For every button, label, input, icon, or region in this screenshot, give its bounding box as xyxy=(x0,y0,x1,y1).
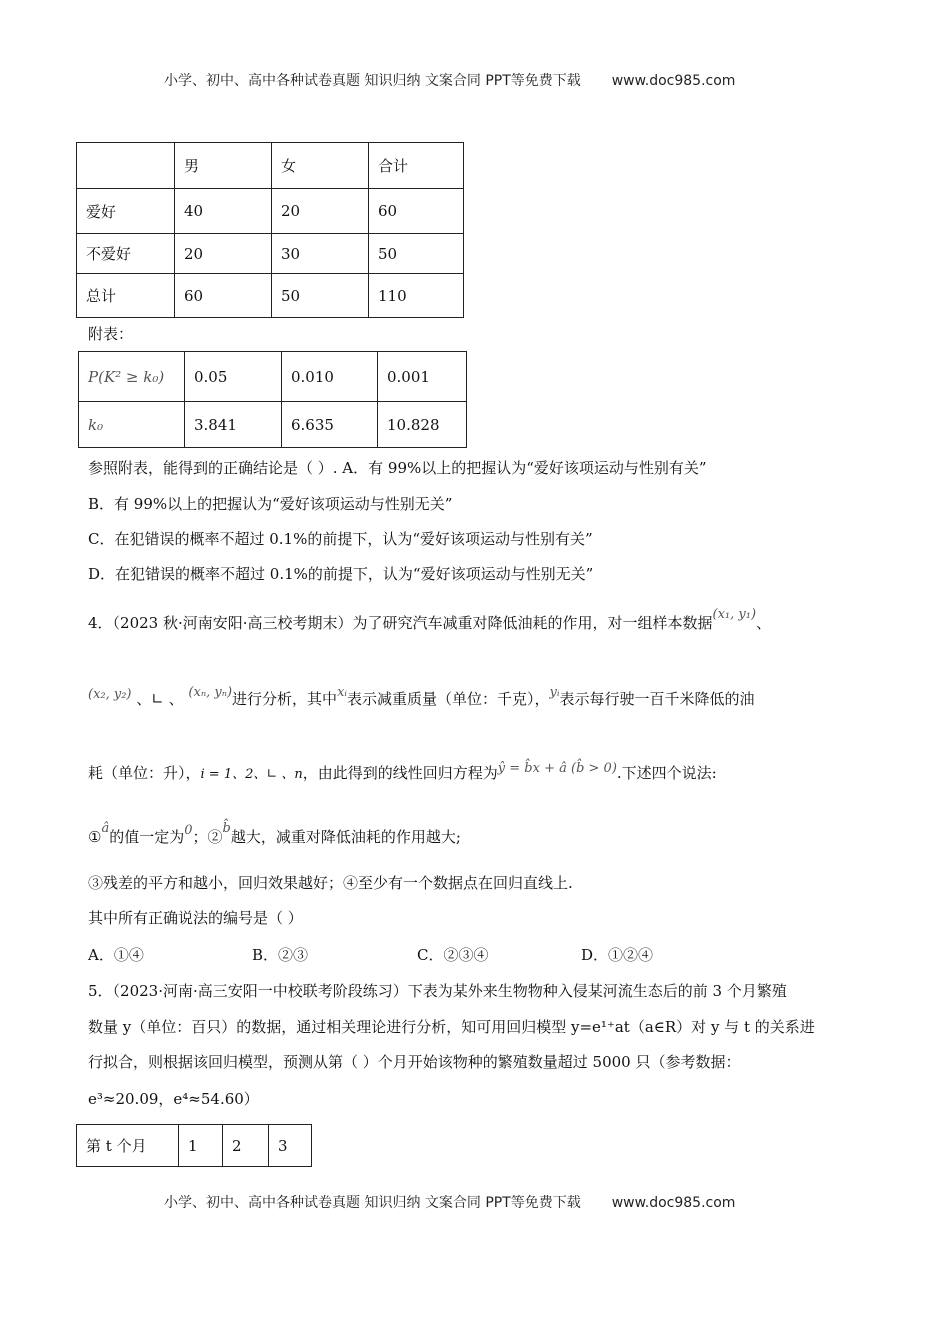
table-cell: 不爱好 xyxy=(77,234,175,274)
q4-math-i: i = 1、2、∟ 、n xyxy=(200,767,303,782)
table-cell: 0.05 xyxy=(185,352,282,402)
table-cell: 10.828 xyxy=(378,402,467,448)
appendix-label: 附表： xyxy=(88,325,134,343)
table-cell: 2 xyxy=(223,1125,269,1167)
table-cell: 第 t 个月 xyxy=(77,1125,179,1167)
q4-text: .下述四个说法: xyxy=(616,764,717,782)
q4-line1-tail: 、 xyxy=(756,614,772,632)
table-row xyxy=(77,1125,312,1167)
k0-label: k₀ xyxy=(79,402,185,448)
q5-line1: 5．（2023·河南·高三安阳一中校联考阶段练习）下表为某外来生物物种入侵某河流生态后的前 3 个月繁殖 xyxy=(88,982,787,1000)
q4-text: ；② xyxy=(192,828,223,846)
table-cell: 20 xyxy=(175,234,272,274)
table-row xyxy=(77,234,464,274)
q4-text: 进行分析，其中 xyxy=(232,690,338,708)
q3-option-c: C．在犯错误的概率不超过 0.1%的前提下，认为“爱好该项运动与性别有关” xyxy=(88,530,593,548)
q5-line3: 行拟合，则根据该回归模型，预测从第（ ）个月开始该物种的繁殖数量超过 5000 只（参考数据： xyxy=(88,1053,741,1071)
q4-text: 的值一定为 xyxy=(109,828,185,846)
q3-stem: 参照附表，能得到的正确结论是（ ）. A．有 99%以上的把握认为“爱好该项运动与性别有关” xyxy=(88,459,707,477)
q4-line3 xyxy=(88,762,717,783)
q4-statement-2: ③残差的平方和越小，回归效果越好；④至少有一个数据点在回归直线上. xyxy=(88,874,573,892)
table-cell: 110 xyxy=(369,274,464,318)
table-header-cell: 合计 xyxy=(369,143,464,189)
contingency-table xyxy=(76,142,464,318)
table-cell: 40 xyxy=(175,189,272,234)
table-cell: 爱好 xyxy=(77,189,175,234)
q4-option-b: B．②③ xyxy=(252,946,309,964)
table-cell: 50 xyxy=(272,274,369,318)
q4-text: 表示减重质量（单位：千克）， xyxy=(347,690,550,708)
table-cell: 总计 xyxy=(77,274,175,318)
q4-text: ，由此得到的线性回归方程为 xyxy=(302,764,498,782)
q4-text: 表示每行驶一百千米降低的油 xyxy=(559,690,755,708)
footer-url: www.doc985.com xyxy=(611,1195,736,1211)
table-cell: 20 xyxy=(272,189,369,234)
page-footer xyxy=(164,1192,735,1212)
q4-option-c: C．②③④ xyxy=(417,946,489,964)
q4-math-regression-eq: ŷ = b̂x + â (b̂ > 0) xyxy=(497,761,617,776)
q4-line1-text: 4．（2023 秋·河南安阳·高三校考期末）为了研究汽车减重对降低油耗的作用，对一组样本数据 xyxy=(88,614,713,632)
q3-option-b: B．有 99%以上的把握认为“爱好该项运动与性别无关” xyxy=(88,495,453,513)
statement-number: ① xyxy=(88,828,102,846)
q4-line1 xyxy=(88,607,772,633)
header-title: 小学、初中、高中各种试卷真题 知识归纳 文案合同 PPT等免费下载 xyxy=(164,73,581,89)
q5-line4: e³≈20.09，e⁴≈54.60） xyxy=(88,1090,259,1108)
table-row xyxy=(77,189,464,234)
table-cell: 3.841 xyxy=(185,402,282,448)
probability-label: P(K² ≥ k₀) xyxy=(79,352,185,402)
q4-math-yi: yᵢ xyxy=(549,685,560,700)
q4-text: 越大，减重对降低油耗的作用越大; xyxy=(230,828,461,846)
q4-ask: 其中所有正确说法的编号是（ ） xyxy=(88,909,303,927)
table-header-cell: 男 xyxy=(175,143,272,189)
table-cell: 60 xyxy=(175,274,272,318)
q4-math-zero: 0 xyxy=(184,823,193,838)
table-row xyxy=(77,274,464,318)
q4-math-xi: xᵢ xyxy=(337,685,348,700)
q4-statement-1 xyxy=(88,821,461,847)
table-cell: 0.001 xyxy=(378,352,467,402)
table-cell: 0.010 xyxy=(282,352,378,402)
table-cell: 3 xyxy=(269,1125,312,1167)
q4-line2 xyxy=(88,685,755,709)
page-header xyxy=(164,70,735,90)
table-row xyxy=(79,352,467,402)
table-cell: 30 xyxy=(272,234,369,274)
growth-table xyxy=(76,1124,312,1167)
table-cell: 6.635 xyxy=(282,402,378,448)
q4-option-d: D．①②④ xyxy=(581,946,654,964)
table-cell: 60 xyxy=(369,189,464,234)
q3-option-d: D．在犯错误的概率不超过 0.1%的前提下，认为“爱好该项运动与性别无关” xyxy=(88,565,594,583)
q5-line2: 数量 y（单位：百只）的数据，通过相关理论进行分析，知可用回归模型 y=e¹⁺at（a∈R）对 y 与 t 的关系进 xyxy=(88,1018,815,1036)
q4-option-a: A．①④ xyxy=(88,946,144,964)
critical-value-table xyxy=(78,351,467,448)
q4-math-x2y2: (x₂, y₂) xyxy=(88,687,132,702)
q4-sep: 、∟ 、 xyxy=(136,690,184,708)
table-header-cell: 女 xyxy=(272,143,369,189)
q4-text: 耗（单位：升）， xyxy=(88,764,201,782)
table-header-cell xyxy=(77,143,175,189)
q4-math-a-hat: â xyxy=(101,821,110,836)
q4-math-b-hat: b̂ xyxy=(222,821,231,836)
q4-math-x1y1: (x₁, y₁) xyxy=(712,607,757,622)
q4-math-xnyn: (xₙ, yₙ) xyxy=(188,685,233,700)
header-url: www.doc985.com xyxy=(611,73,736,89)
table-row xyxy=(79,402,467,448)
table-cell: 50 xyxy=(369,234,464,274)
table-cell: 1 xyxy=(179,1125,223,1167)
footer-title: 小学、初中、高中各种试卷真题 知识归纳 文案合同 PPT等免费下载 xyxy=(164,1195,581,1211)
